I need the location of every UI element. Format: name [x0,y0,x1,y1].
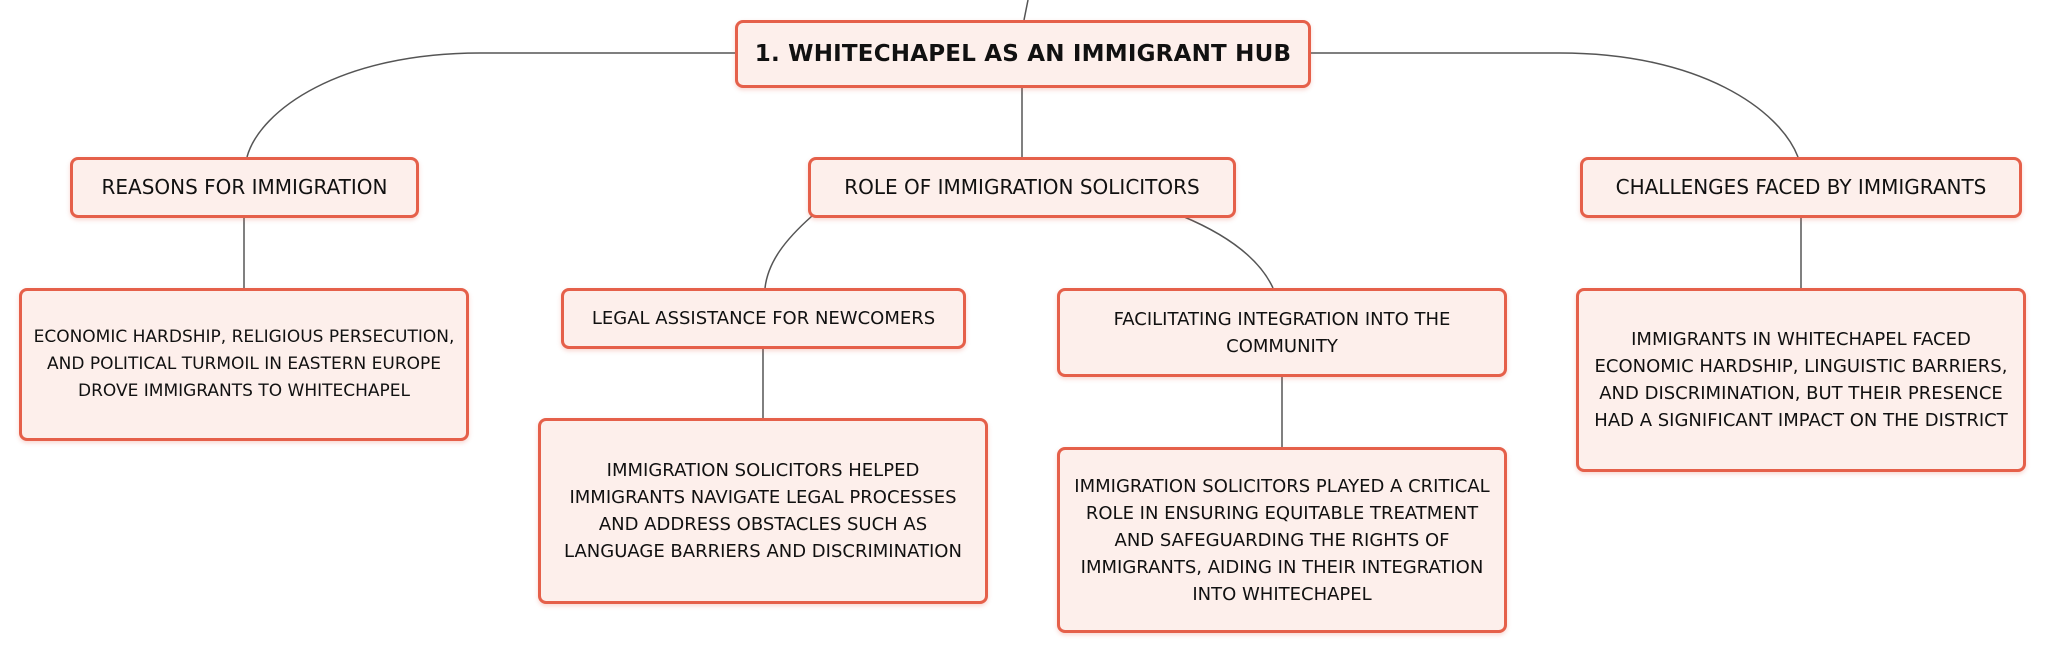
challenges-detail-node[interactable]: IMMIGRANTS IN WHITECHAPEL FACED ECONOMIC HARDSHIP, LINGUISTIC BARRIERS, AND DISCRIMINATION, BUT THEIR PRESENCE HAD A SIGNIFICANT IMPACT ON THE DISTRICT [1576,288,2026,472]
connector-solicitors-integration [1182,216,1273,288]
connector-solicitors-legal [765,216,812,288]
branch-reasons-for-immigration[interactable]: REASONS FOR IMMIGRATION [70,157,419,218]
connector-root-reasons [247,53,735,157]
integration-detail-node[interactable]: IMMIGRATION SOLICITORS PLAYED A CRITICAL ROLE IN ENSURING EQUITABLE TREATMENT AND SAFEGUARDING THE RIGHTS OF IMMIGRANTS, AIDING IN THEIR INTEGRATION INTO WHITECHAPEL [1057,447,1507,633]
connector-root-challenges [1310,53,1798,157]
facilitating-integration-node[interactable]: FACILITATING INTEGRATION INTO THE COMMUNITY [1057,288,1507,377]
branch-role-of-immigration-solicitors[interactable]: ROLE OF IMMIGRATION SOLICITORS [808,157,1236,218]
connector-root-parent [1024,0,1028,20]
reasons-detail-node[interactable]: ECONOMIC HARDSHIP, RELIGIOUS PERSECUTION, AND POLITICAL TURMOIL IN EASTERN EUROPE DROVE IMMIGRANTS TO WHITECHAPEL [19,288,469,441]
root-node[interactable]: 1. WHITECHAPEL AS AN IMMIGRANT HUB [735,20,1311,88]
legal-assistance-detail-node[interactable]: IMMIGRATION SOLICITORS HELPED IMMIGRANTS NAVIGATE LEGAL PROCESSES AND ADDRESS OBSTACLES SUCH AS LANGUAGE BARRIERS AND DISCRIMINATION [538,418,988,604]
legal-assistance-node[interactable]: LEGAL ASSISTANCE FOR NEWCOMERS [561,288,966,349]
branch-challenges-faced-by-immigrants[interactable]: CHALLENGES FACED BY IMMIGRANTS [1580,157,2022,218]
